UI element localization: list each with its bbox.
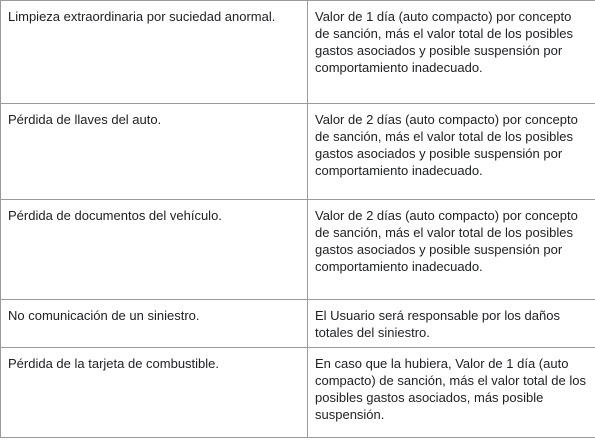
table-row <box>1 1 595 104</box>
infraction-cell: Pérdida de documentos del vehículo. <box>1 200 308 300</box>
penalty-cell: Valor de 2 días (auto compacto) por concepto de sanción, más el valor total de los posibles gastos asociados y posible suspensión por comportamiento inadecuado. <box>308 200 595 300</box>
infraction-cell: No comunicación de un siniestro. <box>1 300 308 348</box>
table-row <box>1 104 595 200</box>
penalty-cell: El Usuario será responsable por los daños totales del siniestro. <box>308 300 595 348</box>
penalty-cell: Valor de 2 días (auto compacto) por concepto de sanción, más el valor total de los posibles gastos asociados y posible suspensión por comportamiento inadecuado. <box>308 104 595 200</box>
penalty-cell: Valor de 1 día (auto compacto) por concepto de sanción, más el valor total de los posibles gastos asociados y posible suspensión por comportamiento inadecuado. <box>308 1 595 104</box>
infraction-cell: Pérdida de llaves del auto. <box>1 104 308 200</box>
infraction-cell: Limpieza extraordinaria por suciedad anormal. <box>1 1 308 104</box>
table-row <box>1 300 595 348</box>
table-row <box>1 348 595 438</box>
penalty-cell: En caso que la hubiera, Valor de 1 día (auto compacto) de sanción, más el valor total de los posibles gastos asociados, más posible suspensión. <box>308 348 595 438</box>
infraction-cell: Pérdida de la tarjeta de combustible. <box>1 348 308 438</box>
table-row <box>1 200 595 300</box>
